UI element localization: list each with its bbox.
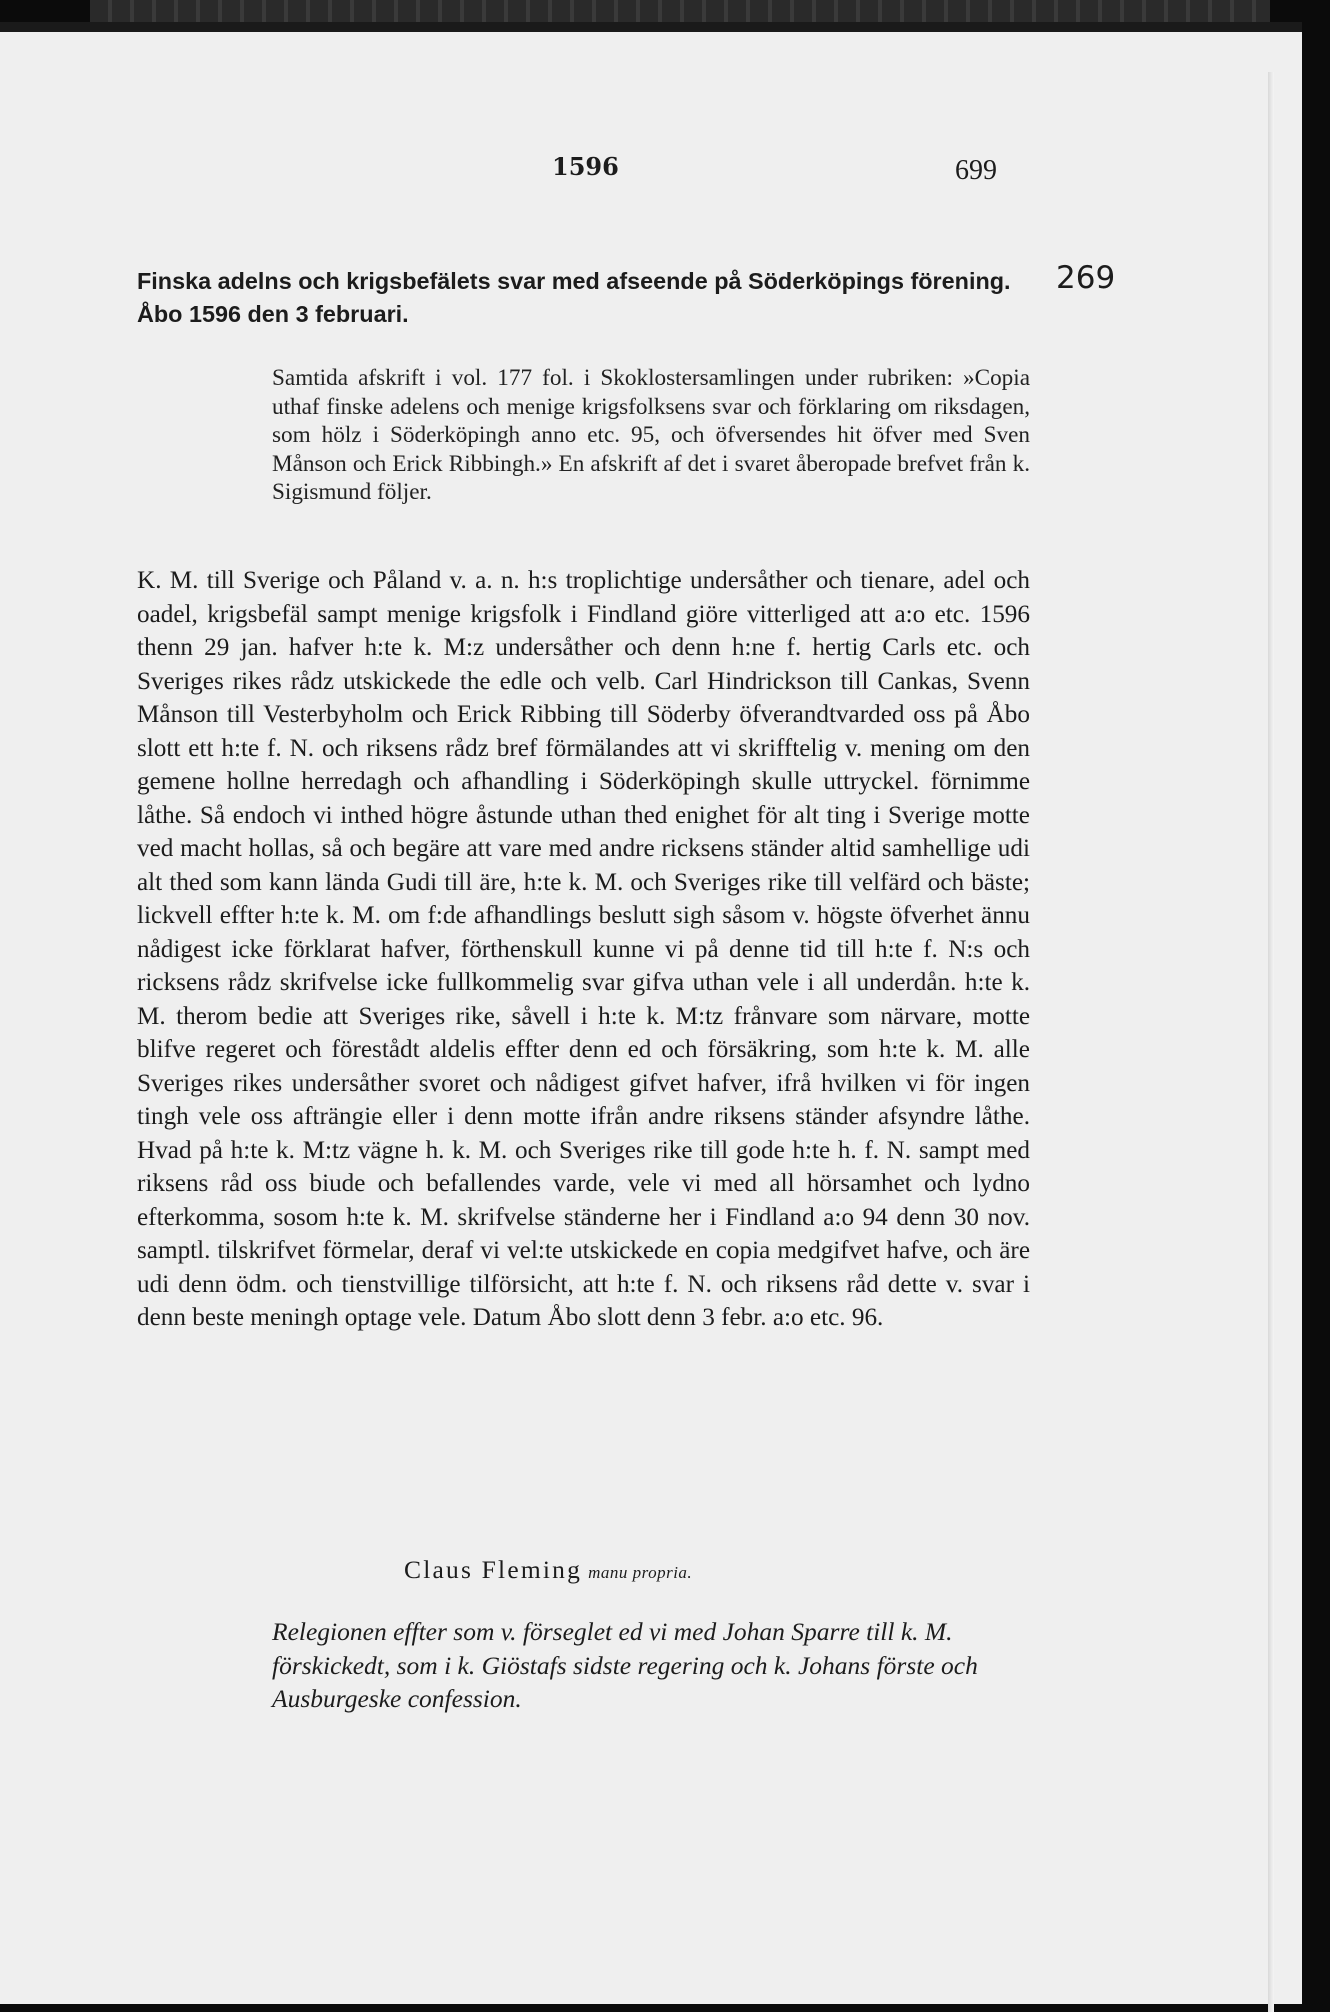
scan-top-edge: [90, 0, 1270, 22]
letter-body-text: K. M. till Sverige och Påland v. a. n. h:s troplichtige undersåther och tienare, adel och oadel, krigsbefäl sampt menige krigsfolk i Findland giöre vitterliged att a:o etc. 1596 thenn 29 jan. hafver h:te k. M:z undersåther och denn h:ne f. hertig Carls etc. och Sveriges rikes rådz utskickede the edle och velb. Carl Hindrickson till Cankas, Svenn Månson till Vesterbyholm och Erick Ribbing till Söderby öfverandtvarded oss på Åbo slott ett h:te f. N. och riksens rådz bref förmälandes att vi skrifftelig v. mening om den gemene hollne herredagh och afhandling i Söderköpingh skulle uttryckel. förnimme låthe. Så endoch vi inthed högre åstunde uthan thed enighet för alt ting i Sverige motte ved macht hollas, så och begäre att vare med andre ricksens ständer altid samhellige udi alt thed som kann lända Gudi till äre, h:te k. M. och Sveriges rike till velfärd och bäste; lickvell effter h:te k. M. om f:de afhandlings beslutt sigh såsom v. högste öfverhet ännu nådigest icke förklarat hafver, förthenskull kunne vi på denne tid till h:te f. N:s och ricksens rådz skrifvelse icke fullkommelig svar gifva uthan vele i all underdån. h:te k. M. therom bedie att Sveriges rike, såvell i h:te k. M:tz frånvare som närvare, motte blifve regeret och förestådt aldelis effter denn ed och försäkring, som h:te k. M. alle Sveriges rikes undersåther svoret och nådigest gifvet hafver, ifrå hvilken vi för ingen tingh vele oss afträngie eller i denn motte ifrån andre riksens ständer afsyndre låthe. Hvad på h:te k. M:tz vägne h. k. M. och Sveriges rike till gode h:te h. f. N. sampt med riksens råd oss biude och befallendes varde, vele vi med all hörsamhet och lydno efterkomma, sosom h:te k. M. skrifvelse ständerne her i Findland a:o 94 denn 30 nov. samptl. tilskrifvet förmelar, deraf vi vel:te utskickede en copia medgifvet hafve, och äre udi denn ödm. och tienstvillige tilförsicht, att h:te f. N. och riksens råd dette v. svar i denn beste meningh optage vele. Datum Åbo slott denn 3 febr. a:o etc. 96.: [137, 567, 1030, 1331]
page-number: 699: [955, 155, 997, 186]
page-gutter-shadow: [1268, 72, 1274, 2012]
source-note-text: Samtida afskrift i vol. 177 fol. i Skoklostersamlingen under rubriken: »Copia uthaf finske adelens och menige krigsfolksens svar och förklaring om riksdagen, som hölz i Söderköpingh anno etc. 95, och öfversendes hit öfver med Sven Månson och Erick Ribbingh.» En afskrift af det i svaret åberopade brefvet från k. Sigismund följer.: [272, 365, 1030, 506]
source-note: [272, 364, 1030, 507]
document-title: Finska adelns och krigsbefälets svar med afseende på Söderköpings förening. Åbo 1596 den 3 februari.: [137, 268, 1011, 327]
running-head-year: 1596: [552, 152, 619, 181]
closing-note-text: Relegionen effter som v. förseglet ed vi med Johan Sparre till k. M. förskickedt, som i k. Giöstafs sidste regering och k. Johans förste och Ausburgeske confession.: [272, 1617, 978, 1713]
signature: [404, 1555, 692, 1585]
signature-name: Claus Fleming: [404, 1555, 583, 1584]
document-number: 269: [1056, 260, 1116, 296]
closing-note: [272, 1615, 1032, 1716]
letter-body: [137, 564, 1030, 1335]
signature-suffix: manu propria.: [588, 1563, 693, 1582]
